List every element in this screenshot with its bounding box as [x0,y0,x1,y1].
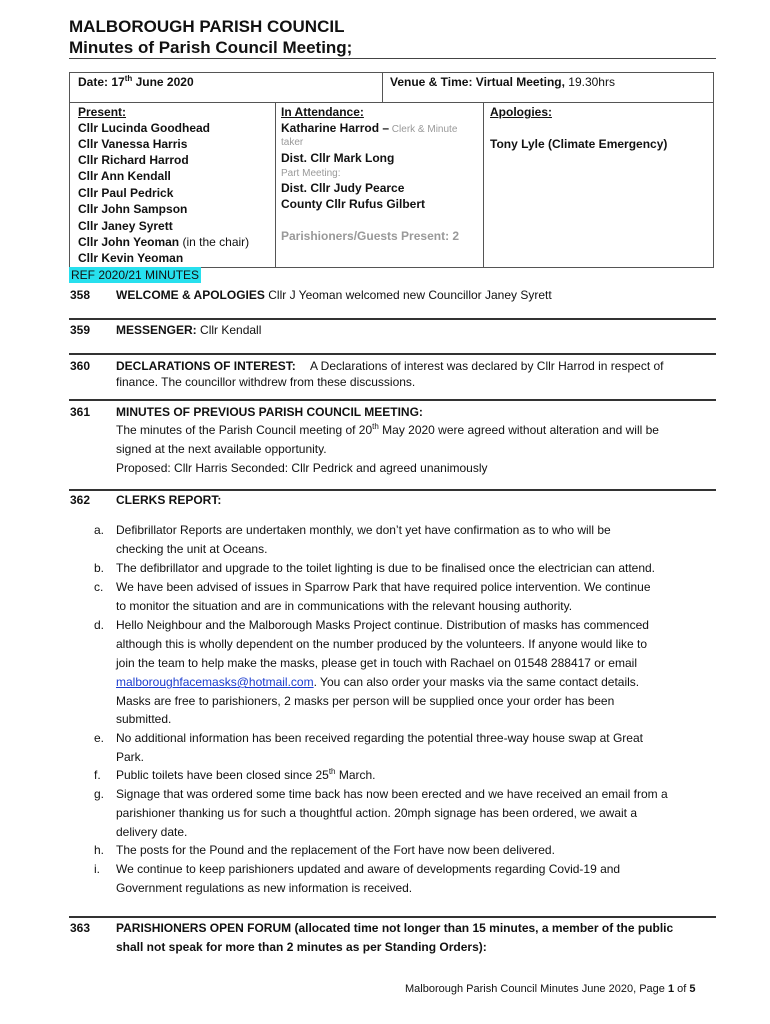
item-363-heading: shall not speak for more than 2 minutes as per Standing Orders): [116,940,487,954]
item-number: 363 [70,921,91,935]
item-number: 359 [70,323,91,337]
list-letter: c. [94,580,104,594]
report-item: Hello Neighbour and the Malborough Masks Project continue. Distribution of masks has commenced [116,618,649,632]
item-360-text: finance. The councillor withdrew from these discussions. [116,375,416,389]
apology-item: Tony Lyle (Climate Emergency) [490,137,668,151]
list-letter: i. [94,862,100,876]
report-item: We have been advised of issues in Sparrow Park that have required police intervention. We continue [116,580,651,594]
report-item: No additional information has been received regarding the potential three-way house swap at Great [116,731,643,745]
table-divider [69,102,713,103]
report-item: delivery date. [116,825,188,839]
section-divider [69,489,716,491]
report-item: although this is wholly dependent on the number produced by the volunteers. If anyone would like to [116,637,648,651]
page-footer: Malborough Parish Council Minutes June 2020, Page 1 of 5 [405,983,696,995]
present-member: Cllr Paul Pedrick [78,186,174,200]
present-member: Cllr John Sampson [78,202,188,216]
meeting-date: Date: 17th June 2020 [78,74,194,89]
item-360-heading: DECLARATIONS OF INTEREST: [116,359,296,373]
meeting-venue: Venue & Time: Virtual Meeting, 19.30hrs [390,75,615,89]
apologies-heading: Apologies: [490,105,552,119]
section-divider [69,318,716,320]
present-member: Cllr Janey Syrett [78,219,173,233]
present-member: Cllr Vanessa Harris [78,137,188,151]
list-letter: a. [94,523,105,537]
page-subtitle: Minutes of Parish Council Meeting; [69,38,353,57]
item-360-text: A Declarations of interest was declared by Cllr Harrod in respect of [310,359,664,373]
part-meeting-label: Part Meeting: [281,168,341,179]
report-item: Masks are free to parishioners, 2 masks per person will be supplied once your order has been [116,694,615,708]
report-item: malboroughfacemasks@hotmail.com. You can also order your masks via the same contact details. [116,675,640,689]
item-361-heading: MINUTES OF PREVIOUS PARISH COUNCIL MEETING: [116,405,423,419]
item-361-text: Proposed: Cllr Harris Seconded: Cllr Pedrick and agreed unanimously [116,461,488,475]
report-item: Public toilets have been closed since 25th March. [116,767,376,782]
table-vline [382,72,383,102]
item-359: MESSENGER: Cllr Kendall [116,323,262,337]
section-divider [69,353,716,355]
report-item: submitted. [116,712,172,726]
list-letter: e. [94,731,105,745]
present-member: Cllr Kevin Yeoman [78,251,184,265]
list-letter: f. [94,768,101,782]
list-letter: h. [94,843,105,857]
report-item: join the team to help make the masks, please get in touch with Rachael on 01548 288417 or email [116,656,637,670]
present-member: Cllr Ann Kendall [78,169,171,183]
section-divider [69,916,716,918]
item-363-heading: PARISHIONERS OPEN FORUM (allocated time not longer than 15 minutes, a member of the public [116,921,674,935]
list-letter: b. [94,561,105,575]
report-item: The defibrillator and upgrade to the toilet lighting is due to be finalised once the electrician can attend. [116,561,656,575]
item-362-heading: CLERKS REPORT: [116,493,222,507]
ref-minutes: REF 2020/21 MINUTES [71,268,200,282]
attendance-clerk: Katharine Harrod – Clerk & Minute [281,121,458,135]
guests-present: Parishioners/Guests Present: 2 [281,229,460,243]
report-item: Park. [116,750,145,764]
report-item: Signage that was ordered some time back has now been erected and we have received an email from a [116,787,668,801]
report-item: parishioner thanking us for such a thoughtful action. 20mph signage has been ordered, we await a [116,806,638,820]
present-member-chair: Cllr John Yeoman (in the chair) [78,235,250,249]
item-358: WELCOME & APOLOGIES Cllr J Yeoman welcomed new Councillor Janey Syrett [116,288,552,302]
table-vline [483,102,484,267]
report-item: Defibrillator Reports are undertaken monthly, we don’t yet have confirmation as to who will be [116,523,611,537]
present-heading: Present: [78,105,127,119]
item-361-text: The minutes of the Parish Council meeting of 20th May 2020 were agreed without alteration and will be [116,422,659,437]
report-item: We continue to keep parishioners updated and aware of developments regarding Covid-19 and [116,862,621,876]
report-item: to monitor the situation and are in communications with the relevant housing authority. [116,599,573,613]
attendance-clerk-role: taker [281,137,304,148]
table-vline [275,102,276,267]
attendance-member: Dist. Cllr Mark Long [281,151,395,165]
report-item: The posts for the Pound and the replacement of the Fort have now been delivered. [116,843,555,857]
item-number: 362 [70,493,91,507]
email-link[interactable]: malboroughfacemasks@hotmail.com [116,675,314,689]
item-number: 358 [70,288,91,302]
attendance-member: Dist. Cllr Judy Pearce [281,181,405,195]
item-number: 361 [70,405,91,419]
item-361-text: signed at the next available opportunity. [116,442,327,456]
list-letter: g. [94,787,105,801]
attendance-heading: In Attendance: [281,105,364,119]
section-divider [69,399,716,401]
header-rule [69,58,716,59]
item-number: 360 [70,359,91,373]
present-member: Cllr Lucinda Goodhead [78,121,211,135]
council-title: MALBOROUGH PARISH COUNCIL [69,17,345,36]
report-item: checking the unit at Oceans. [116,542,268,556]
attendance-member: County Cllr Rufus Gilbert [281,197,425,211]
report-item: Government regulations as new information is received. [116,881,413,895]
present-member: Cllr Richard Harrod [78,153,189,167]
list-letter: d. [94,618,105,632]
